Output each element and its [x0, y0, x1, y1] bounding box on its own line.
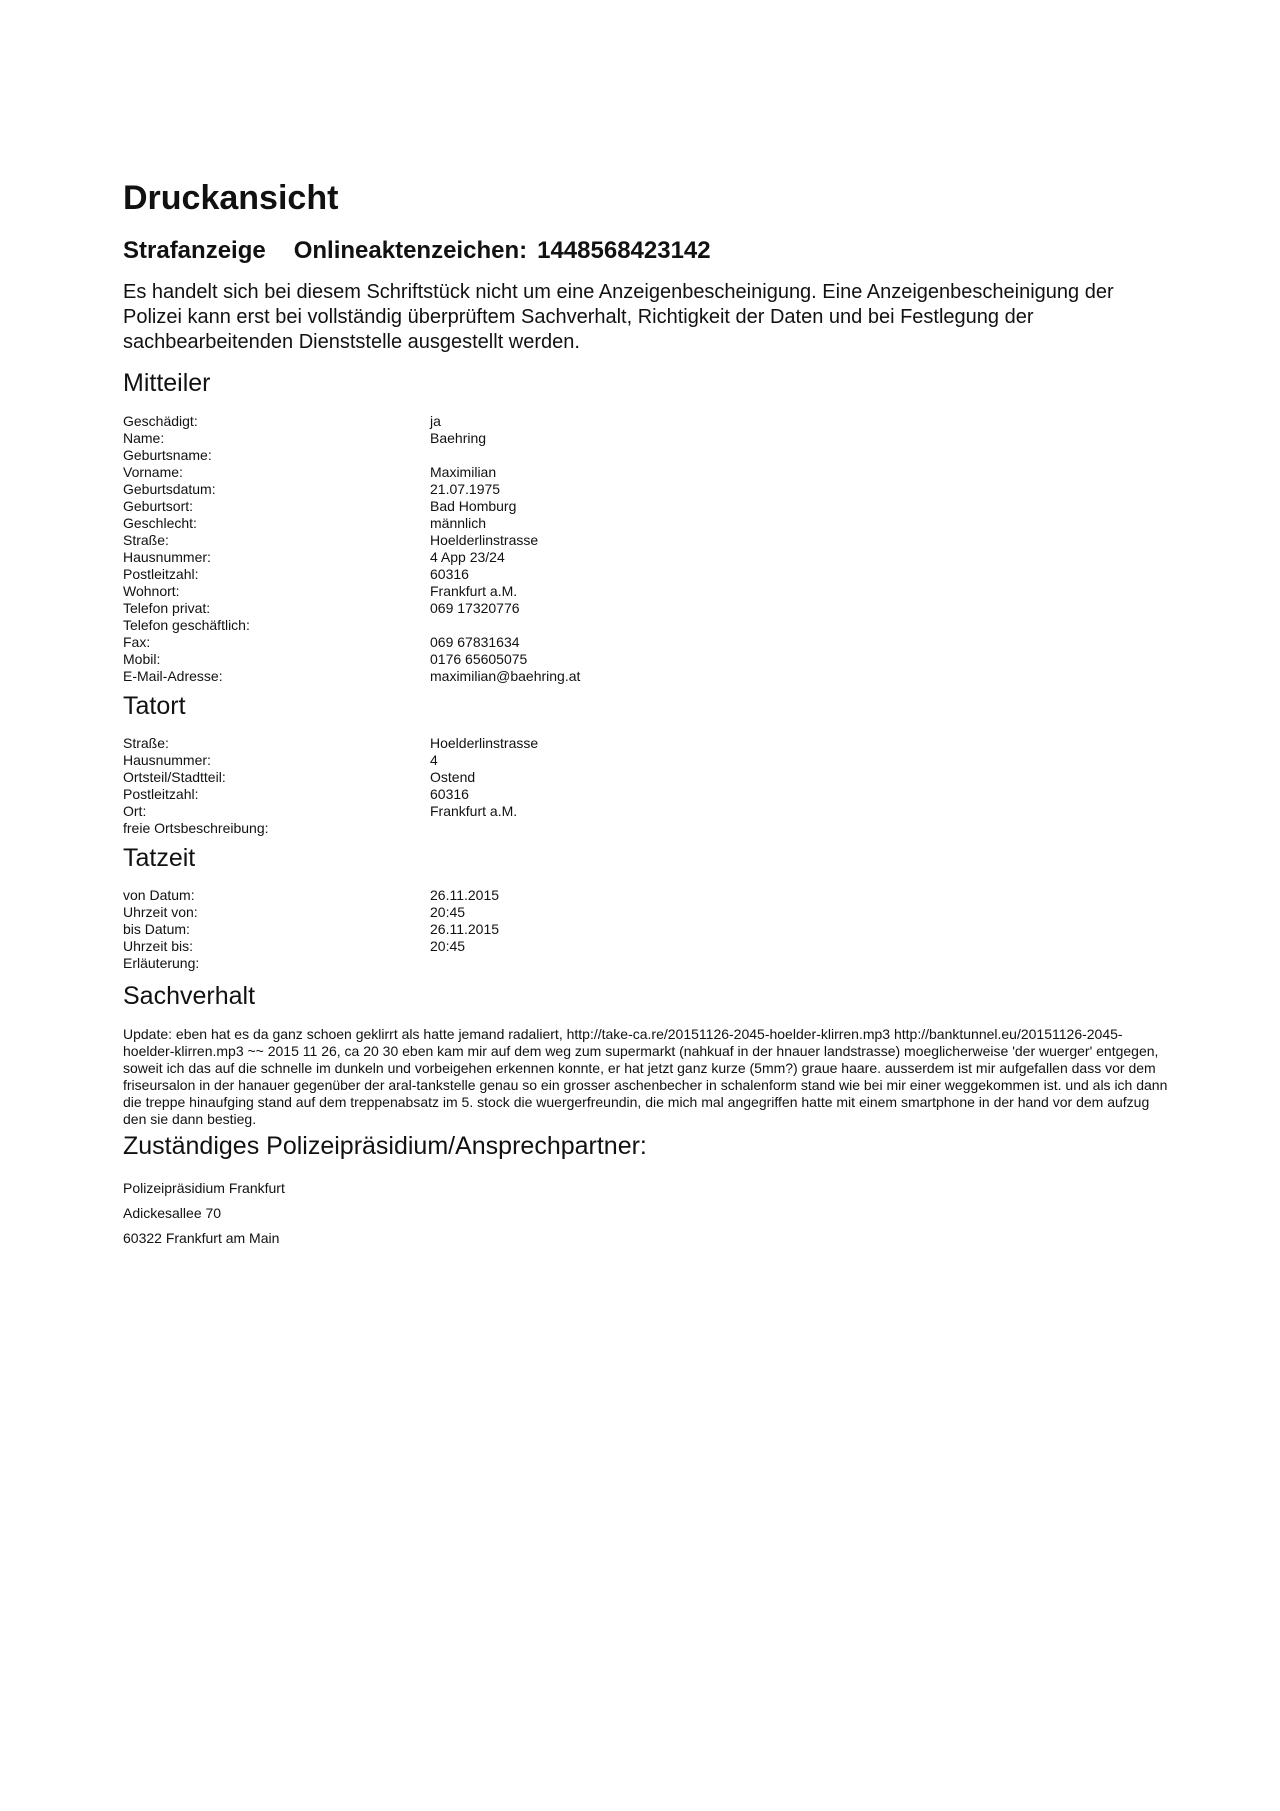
field-row — [123, 515, 1173, 532]
field-label: Straße: — [123, 532, 169, 548]
field-value: 4 — [430, 752, 438, 768]
field-row — [123, 735, 1173, 752]
field-label: Geburtsname: — [123, 447, 212, 463]
case-number: 1448568423142 — [537, 237, 711, 264]
field-row — [123, 938, 1173, 955]
tatort-fields — [123, 735, 1173, 837]
field-label: Wohnort: — [123, 583, 180, 599]
field-label: Geschädigt: — [123, 413, 198, 429]
field-row — [123, 481, 1173, 498]
field-label: Postleitzahl: — [123, 566, 199, 582]
field-row — [123, 566, 1173, 583]
field-value: ja — [430, 413, 441, 429]
field-value: maximilian@baehring.at — [430, 668, 581, 684]
field-row — [123, 955, 1173, 972]
field-label: Name: — [123, 430, 165, 446]
field-value: 60316 — [430, 566, 469, 582]
field-value: männlich — [430, 515, 487, 531]
field-row — [123, 549, 1173, 566]
field-row — [123, 498, 1173, 515]
field-label: Mobil: — [123, 651, 161, 667]
field-row — [123, 921, 1173, 938]
field-value: Baehring — [430, 430, 487, 446]
field-label: Uhrzeit bis: — [123, 938, 194, 954]
field-value: Ostend — [430, 769, 476, 785]
section-heading-mitteiler: Mitteiler — [123, 369, 211, 397]
field-row — [123, 668, 1173, 685]
field-row — [123, 532, 1173, 549]
case-number-label: Onlineaktenzeichen: — [293, 237, 528, 264]
field-value: 20:45 — [430, 904, 466, 920]
field-label: von Datum: — [123, 887, 195, 903]
field-value: 26.11.2015 — [430, 887, 500, 903]
field-value: 26.11.2015 — [430, 921, 500, 937]
field-row — [123, 617, 1173, 634]
field-label: Hausnummer: — [123, 549, 211, 565]
field-label: Vorname: — [123, 464, 183, 480]
report-subtitle — [123, 236, 711, 266]
tatzeit-fields — [123, 887, 1173, 972]
contact-line: 60322 Frankfurt am Main — [123, 1230, 280, 1246]
field-label: Fax: — [123, 634, 151, 650]
field-label: Telefon privat: — [123, 600, 211, 616]
field-value: 069 67831634 — [430, 634, 520, 650]
field-row — [123, 887, 1173, 904]
field-label: freie Ortsbeschreibung: — [123, 820, 269, 836]
section-heading-tatort: Tatort — [123, 692, 186, 720]
section-heading-responsible-office: Zuständiges Polizeipräsidium/Ansprechpartner: — [123, 1132, 647, 1160]
field-value: Maximilian — [430, 464, 497, 480]
section-heading-tatzeit: Tatzeit — [123, 844, 196, 872]
contact-line: Adickesallee 70 — [123, 1205, 222, 1221]
field-label: Ort: — [123, 803, 147, 819]
field-value: Hoelderlinstrasse — [430, 532, 539, 548]
section-heading-sachverhalt: Sachverhalt — [123, 982, 256, 1010]
field-value: 069 17320776 — [430, 600, 520, 616]
field-value: Hoelderlinstrasse — [430, 735, 539, 751]
contact-line: Polizeipräsidium Frankfurt — [123, 1180, 285, 1196]
field-value: 4 App 23/24 — [430, 549, 505, 565]
field-value: 21.07.1975 — [430, 481, 501, 497]
field-value: 20:45 — [430, 938, 466, 954]
field-row — [123, 820, 1173, 837]
field-row — [123, 803, 1173, 820]
field-label: E-Mail-Adresse: — [123, 668, 223, 684]
field-row — [123, 430, 1173, 447]
field-value: 0176 65605075 — [430, 651, 528, 667]
field-row — [123, 769, 1173, 786]
page-title: Druckansicht — [123, 179, 339, 217]
field-row — [123, 413, 1173, 430]
field-value: Frankfurt a.M. — [430, 803, 518, 819]
field-label: Erläuterung: — [123, 955, 200, 971]
field-row — [123, 464, 1173, 481]
field-label: Geburtsdatum: — [123, 481, 216, 497]
field-value: Frankfurt a.M. — [430, 583, 518, 599]
field-row — [123, 634, 1173, 651]
field-row — [123, 651, 1173, 668]
field-row — [123, 447, 1173, 464]
report-type: Strafanzeige — [123, 237, 266, 264]
police-contact-address — [123, 1176, 285, 1251]
field-label: Uhrzeit von: — [123, 904, 198, 920]
mitteiler-fields — [123, 413, 1173, 685]
incident-description: Update: eben hat es da ganz schoen geklirrt als hatte jemand radaliert, http://take-ca.re/20151126-2045-hoelder-klirren.mp3 http://banktunnel.eu/20151126-2045-hoelder-klirren.mp3 ~~ 2015 11 26, ca 20 30 eben kam mir auf dem weg zum supermarkt (nahkuaf in der hnauer landstrasse) moeglicherweise 'der wuerger' entgegen, soweit ich das auf die schnelle im dunkeln und vorbeigehen erkennen konnte, er hat jetzt ganz kurze (5mm?) graue haare. ausserdem ist mir aufgefallen dass vor dem friseursalon in der hanauer gegenüber der aral-tankstelle genau so ein grosser aschenbecher in schalenform stand wie bei mir einer weggekommen ist. und als ich dann die treppe hinaufging stand auf dem treppenabsatz im 5. stock die wuergerfreundin, die mich mal angegriffen hatte mit einem smartphone in der hand vor dem aufzug den sie dann bestieg. — [123, 1026, 1168, 1127]
field-label: Ortsteil/Stadtteil: — [123, 769, 226, 785]
field-label: bis Datum: — [123, 921, 190, 937]
disclaimer-text: Es handelt sich bei diesem Schriftstück nicht um eine Anzeigenbescheinigung. Eine Anzeigenbescheinigung der Polizei kann erst bei vollständig überprüftem Sachverhalt, Richtigkeit der Daten und bei Festlegung der sachbearbeitenden Dienststelle ausgestellt werden. — [123, 281, 1114, 353]
field-label: Straße: — [123, 735, 169, 751]
field-label: Geschlecht: — [123, 515, 197, 531]
field-row — [123, 600, 1173, 617]
field-value: Bad Homburg — [430, 498, 517, 514]
field-label: Geburtsort: — [123, 498, 194, 514]
field-row — [123, 583, 1173, 600]
field-row — [123, 786, 1173, 803]
field-value: 60316 — [430, 786, 469, 802]
field-row — [123, 752, 1173, 769]
field-label: Hausnummer: — [123, 752, 211, 768]
field-row — [123, 904, 1173, 921]
field-label: Postleitzahl: — [123, 786, 199, 802]
field-label: Telefon geschäftlich: — [123, 617, 250, 633]
